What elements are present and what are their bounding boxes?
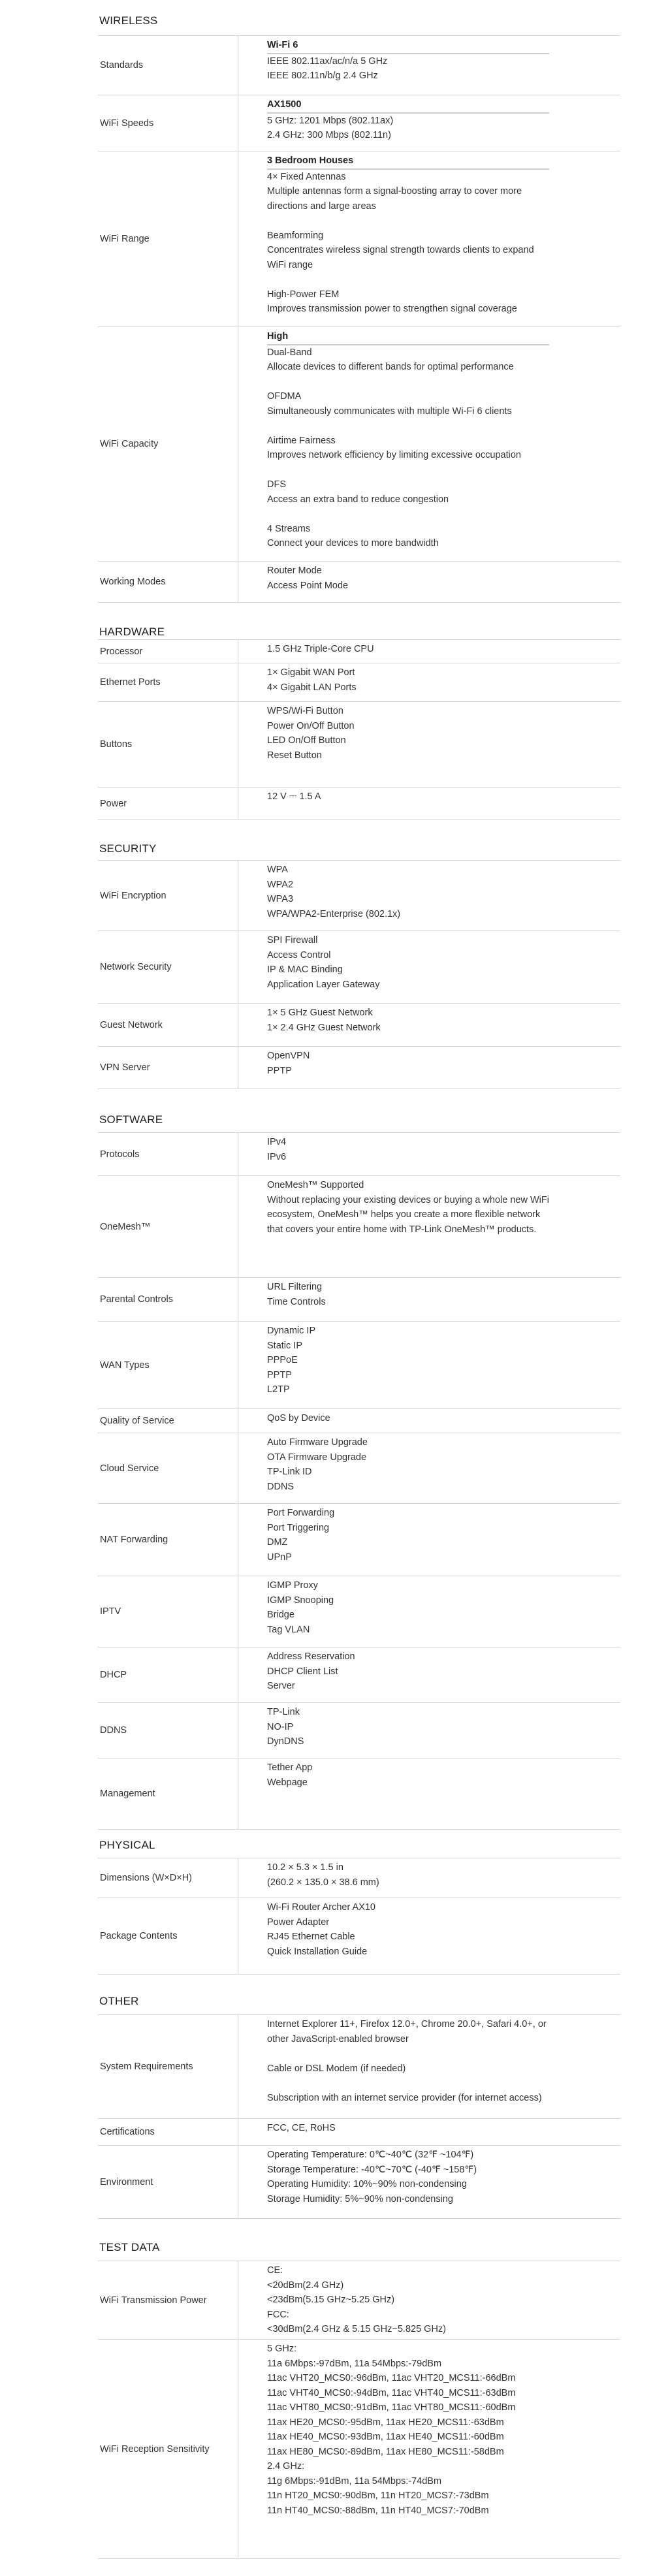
spec-value-line: Port Triggering bbox=[267, 1522, 330, 1533]
spec-value-line: <30dBm(2.4 GHz & 5.15 GHz~5.825 GHz) bbox=[267, 2324, 447, 2334]
section-title: SECURITY bbox=[99, 842, 157, 855]
spec-value-line: Dynamic IP bbox=[267, 1326, 316, 1336]
spec-value-line: Static IP bbox=[267, 1340, 302, 1351]
spec-row bbox=[98, 2119, 620, 2146]
spec-value-line: Wi-Fi Router Archer AX10 bbox=[267, 1902, 375, 1913]
spec-value-line: 1× Gigabit WAN Port bbox=[267, 667, 355, 678]
spec-table bbox=[98, 860, 620, 1089]
spec-row bbox=[98, 1133, 620, 1176]
spec-value-line: Improves transmission power to strengthen signal coverage bbox=[267, 304, 517, 314]
spec-value-line: Application Layer Gateway bbox=[267, 979, 380, 990]
spec-value bbox=[238, 151, 620, 326]
spec-value-line: Improves network efficiency by limiting excessive occupation bbox=[267, 450, 521, 460]
spec-value-line: 11n HT40_MCS0:-88dBm, 11n HT40_MCS7:-70dBm bbox=[267, 2505, 489, 2516]
spec-value-line bbox=[267, 2046, 620, 2061]
spec-value-line: Connect your devices to more bandwidth bbox=[267, 538, 439, 549]
spec-value bbox=[238, 1433, 620, 1503]
spec-row bbox=[98, 1004, 620, 1047]
spec-value-line: 5 GHz: bbox=[267, 2344, 297, 2354]
spec-value-line: Airtime Fairness bbox=[267, 435, 336, 446]
spec-row bbox=[98, 1858, 620, 1898]
spec-value-line: IEEE 802.11ax/ac/n/a 5 GHz bbox=[267, 56, 388, 67]
spec-label: WiFi Encryption bbox=[98, 861, 238, 930]
spec-value bbox=[238, 787, 620, 819]
spec-value bbox=[238, 2146, 620, 2218]
spec-value-line bbox=[267, 2076, 620, 2091]
section-title: HARDWARE bbox=[99, 626, 165, 638]
spec-value-line: Cable or DSL Modem (if needed) bbox=[267, 2063, 406, 2074]
spec-value bbox=[238, 1703, 620, 1758]
spec-table bbox=[98, 35, 620, 603]
spec-value-line bbox=[267, 214, 620, 229]
spec-value-line: WPS/Wi-Fi Button bbox=[267, 706, 343, 716]
spec-value-line: Operating Temperature: 0℃~40℃ (32℉ ~104℉) bbox=[267, 2150, 474, 2160]
spec-label: Network Security bbox=[98, 931, 238, 1003]
spec-row bbox=[98, 861, 620, 931]
spec-label: DHCP bbox=[98, 1647, 238, 1702]
spec-value-line: Without replacing your existing devices or buying a whole new WiFi bbox=[267, 1194, 549, 1205]
spec-value-line: URL Filtering bbox=[267, 1282, 323, 1292]
spec-value-line: WPA bbox=[267, 865, 288, 875]
spec-value-line: OFDMA bbox=[267, 391, 302, 402]
spec-value bbox=[238, 327, 620, 561]
spec-label: Protocols bbox=[98, 1133, 238, 1175]
spec-value bbox=[238, 36, 620, 95]
spec-value-line: Tag VLAN bbox=[267, 1624, 310, 1635]
spec-row bbox=[98, 327, 620, 562]
spec-row bbox=[98, 2015, 620, 2119]
spec-label: Processor bbox=[98, 640, 238, 663]
spec-value-line: PPTP bbox=[267, 1369, 292, 1380]
spec-value-line: WPA/WPA2-Enterprise (802.1x) bbox=[267, 908, 401, 919]
spec-value-line: Access Point Mode bbox=[267, 580, 349, 591]
spec-value-line: Concentrates wireless signal strength towards clients to expand bbox=[267, 245, 534, 255]
spec-value-line: <20dBm(2.4 GHz) bbox=[267, 2280, 344, 2291]
spec-value-line: IPv6 bbox=[267, 1151, 287, 1162]
spec-label: Working Modes bbox=[98, 562, 238, 602]
spec-value bbox=[238, 702, 620, 787]
spec-value-line: WPA2 bbox=[267, 879, 294, 890]
spec-value-line: DFS bbox=[267, 479, 286, 490]
spec-label: NAT Forwarding bbox=[98, 1504, 238, 1576]
spec-value-line: (260.2 × 135.0 × 38.6 mm) bbox=[267, 1877, 379, 1888]
spec-value-line: LED On/Off Button bbox=[267, 735, 346, 746]
spec-value-line: OTA Firmware Upgrade bbox=[267, 1452, 367, 1463]
spec-value-line: other JavaScript-enabled browser bbox=[267, 2033, 409, 2044]
spec-value-line: Power On/Off Button bbox=[267, 720, 355, 731]
spec-value-line: Multiple antennas form a signal-boosting array to cover more bbox=[267, 186, 522, 197]
spec-label: Quality of Service bbox=[98, 1409, 238, 1433]
spec-value bbox=[238, 1322, 620, 1408]
spec-value bbox=[238, 1047, 620, 1089]
spec-value-line: Subscription with an internet service provider (for internet access) bbox=[267, 2092, 542, 2103]
spec-value bbox=[238, 640, 620, 663]
spec-value bbox=[238, 2340, 620, 2558]
spec-value bbox=[238, 1576, 620, 1647]
spec-label: Parental Controls bbox=[98, 1278, 238, 1321]
spec-value-line: 11ax HE20_MCS0:-95dBm, 11ax HE20_MCS11:-63dBm bbox=[267, 2417, 504, 2428]
spec-value-line: FCC: bbox=[267, 2309, 289, 2320]
spec-value-line: FCC, CE, RoHS bbox=[267, 2123, 336, 2133]
spec-label: OneMesh™ bbox=[98, 1176, 238, 1277]
spec-value-line: 11a 6Mbps:-97dBm, 11a 54Mbps:-79dBm bbox=[267, 2358, 442, 2369]
spec-value-line: 10.2 × 5.3 × 1.5 in bbox=[267, 1862, 343, 1873]
spec-value-line: NO-IP bbox=[267, 1721, 294, 1732]
spec-row bbox=[98, 1504, 620, 1576]
spec-label: Standards bbox=[98, 36, 238, 95]
spec-value bbox=[238, 95, 620, 151]
spec-label: Guest Network bbox=[98, 1004, 238, 1046]
spec-value-line bbox=[267, 507, 620, 522]
spec-label: WiFi Reception Sensitivity bbox=[98, 2340, 238, 2558]
spec-row bbox=[98, 1576, 620, 1647]
section-title: SOFTWARE bbox=[99, 1113, 163, 1126]
section-title: TEST DATA bbox=[99, 2241, 160, 2253]
spec-value-line: directions and large areas bbox=[267, 200, 376, 212]
spec-value-line: 1× 2.4 GHz Guest Network bbox=[267, 1022, 381, 1033]
spec-value bbox=[238, 1858, 620, 1898]
spec-value-line: OneMesh™ Supported bbox=[267, 1180, 364, 1190]
spec-value-line: DHCP Client List bbox=[267, 1666, 338, 1677]
spec-value-line: 1.5 GHz Triple-Core CPU bbox=[267, 644, 374, 654]
spec-label: WiFi Capacity bbox=[98, 327, 238, 561]
spec-value-line bbox=[267, 375, 620, 390]
spec-value-line: Dual-Band bbox=[267, 347, 312, 358]
spec-row bbox=[98, 2340, 620, 2559]
spec-label: Management bbox=[98, 1758, 238, 1829]
spec-value-line: Address Reservation bbox=[267, 1651, 355, 1662]
spec-label: Power bbox=[98, 787, 238, 819]
spec-row bbox=[98, 2261, 620, 2340]
spec-row bbox=[98, 1409, 620, 1433]
spec-value-line bbox=[267, 419, 620, 434]
spec-value-line: Reset Button bbox=[267, 750, 322, 761]
spec-label: Package Contents bbox=[98, 1898, 238, 1974]
spec-row bbox=[98, 1758, 620, 1830]
spec-label: Cloud Service bbox=[98, 1433, 238, 1503]
spec-table bbox=[98, 639, 620, 820]
spec-value-line: Router Mode bbox=[267, 565, 322, 576]
spec-table bbox=[98, 2014, 620, 2219]
spec-value-line: ecosystem, OneMesh™ helps you create a more flexible network bbox=[267, 1209, 541, 1220]
spec-row bbox=[98, 1647, 620, 1703]
spec-value-line: Beamforming bbox=[267, 230, 324, 241]
spec-value bbox=[238, 1004, 620, 1046]
spec-value-line: SPI Firewall bbox=[267, 935, 318, 946]
spec-value-line: TP-Link bbox=[267, 1707, 300, 1717]
spec-value-line: Access an extra band to reduce congestion bbox=[267, 494, 449, 505]
spec-row bbox=[98, 702, 620, 787]
spec-label: IPTV bbox=[98, 1576, 238, 1647]
spec-row bbox=[98, 1047, 620, 1089]
spec-value-line: OpenVPN bbox=[267, 1051, 310, 1061]
spec-label: VPN Server bbox=[98, 1047, 238, 1089]
spec-value-line: 4× Fixed Antennas bbox=[267, 171, 346, 182]
spec-value bbox=[238, 1278, 620, 1321]
spec-value-line bbox=[267, 272, 620, 287]
spec-row bbox=[98, 2146, 620, 2219]
spec-value-line: Access Control bbox=[267, 949, 331, 961]
spec-row bbox=[98, 36, 620, 95]
spec-label: Buttons bbox=[98, 702, 238, 787]
spec-row bbox=[98, 663, 620, 702]
spec-label: WiFi Range bbox=[98, 151, 238, 326]
spec-label: DDNS bbox=[98, 1703, 238, 1758]
spec-label: Ethernet Ports bbox=[98, 663, 238, 701]
spec-value bbox=[238, 931, 620, 1003]
spec-value-line: Wi-Fi 6 bbox=[267, 38, 620, 54]
spec-value-line: High bbox=[267, 329, 620, 345]
spec-value-line: Storage Temperature: -40℃~70℃ (-40℉ ~158℉) bbox=[267, 2164, 477, 2175]
spec-value-line: Storage Humidity: 5%~90% non-condensing bbox=[267, 2193, 453, 2204]
spec-value bbox=[238, 861, 620, 930]
spec-value bbox=[238, 1133, 620, 1175]
spec-value bbox=[238, 1409, 620, 1433]
spec-value bbox=[238, 1176, 620, 1277]
spec-value-line: AX1500 bbox=[267, 97, 620, 114]
spec-row bbox=[98, 95, 620, 151]
spec-value-line: Bridge bbox=[267, 1610, 295, 1620]
spec-label: WAN Types bbox=[98, 1322, 238, 1408]
spec-value-line: 11ax HE80_MCS0:-89dBm, 11ax HE80_MCS11:-58dBm bbox=[267, 2446, 504, 2457]
spec-value-line: WiFi range bbox=[267, 259, 313, 270]
spec-row bbox=[98, 640, 620, 663]
spec-value bbox=[238, 1647, 620, 1702]
spec-value-line: 4× Gigabit LAN Ports bbox=[267, 682, 357, 693]
spec-value-line: Server bbox=[267, 1681, 295, 1691]
spec-value-line: IP & MAC Binding bbox=[267, 964, 343, 975]
spec-value-line: Port Forwarding bbox=[267, 1508, 335, 1518]
spec-value-line bbox=[267, 1790, 620, 1805]
spec-value-line: 11g 6Mbps:-91dBm, 11a 54Mbps:-74dBm bbox=[267, 2475, 442, 2487]
spec-value-line: 5 GHz: 1201 Mbps (802.11ax) bbox=[267, 115, 394, 126]
spec-row bbox=[98, 1703, 620, 1758]
spec-row bbox=[98, 151, 620, 327]
spec-row bbox=[98, 787, 620, 820]
spec-value bbox=[238, 1758, 620, 1829]
spec-table bbox=[98, 1858, 620, 1975]
spec-value-line: Webpage bbox=[267, 1777, 308, 1788]
spec-row bbox=[98, 931, 620, 1004]
spec-value bbox=[238, 2015, 620, 2118]
spec-label: Dimensions (W×D×H) bbox=[98, 1858, 238, 1898]
spec-value-line: UPnP bbox=[267, 1551, 292, 1563]
spec-value-line: 3 Bedroom Houses bbox=[267, 153, 620, 170]
spec-value-line: 11ax HE40_MCS0:-93dBm, 11ax HE40_MCS11:-60dBm bbox=[267, 2432, 504, 2442]
section-title: WIRELESS bbox=[99, 14, 158, 27]
spec-value-line: 11ac VHT80_MCS0:-91dBm, 11ac VHT80_MCS11:-60dBm bbox=[267, 2402, 516, 2413]
spec-row bbox=[98, 1898, 620, 1975]
spec-value-line: Power Adapter bbox=[267, 1916, 330, 1928]
spec-value-line: WPA3 bbox=[267, 894, 294, 904]
spec-value-line: 1× 5 GHz Guest Network bbox=[267, 1008, 373, 1018]
spec-value-line: 2.4 GHz: 300 Mbps (802.11n) bbox=[267, 130, 391, 140]
spec-label: System Requirements bbox=[98, 2015, 238, 2118]
spec-value-line: 2.4 GHz: bbox=[267, 2461, 305, 2472]
spec-row bbox=[98, 1176, 620, 1278]
spec-row bbox=[98, 562, 620, 603]
spec-value-line: QoS by Device bbox=[267, 1413, 330, 1423]
spec-value-line: DDNS bbox=[267, 1481, 295, 1492]
spec-value bbox=[238, 2261, 620, 2339]
spec-value-line: 4 Streams bbox=[267, 523, 311, 534]
spec-value-line: PPPoE bbox=[267, 1355, 298, 1365]
spec-value-line: High-Power FEM bbox=[267, 289, 340, 300]
spec-value-line: Quick Installation Guide bbox=[267, 1946, 368, 1957]
spec-table bbox=[98, 1132, 620, 1830]
section-title: OTHER bbox=[99, 1995, 139, 2007]
spec-value-line: Internet Explorer 11+, Firefox 12.0+, Chrome 20.0+, Safari 4.0+, or bbox=[267, 2019, 547, 2029]
spec-value-line: IPv4 bbox=[267, 1137, 287, 1147]
spec-value-line: 12 V ⎓ 1.5 A bbox=[267, 791, 321, 802]
spec-value-line: 11ac VHT20_MCS0:-96dBm, 11ac VHT20_MCS11:-66dBm bbox=[267, 2373, 516, 2383]
spec-value bbox=[238, 562, 620, 602]
spec-value-line: IEEE 802.11n/b/g 2.4 GHz bbox=[267, 71, 378, 81]
spec-value-line: RJ45 Ethernet Cable bbox=[267, 1932, 355, 1942]
spec-value bbox=[238, 1504, 620, 1576]
spec-value-line: 11ac VHT40_MCS0:-94dBm, 11ac VHT40_MCS11:-63dBm bbox=[267, 2387, 516, 2398]
spec-label: Environment bbox=[98, 2146, 238, 2218]
spec-value-line bbox=[267, 1237, 620, 1252]
spec-value-line: Tether App bbox=[267, 1762, 313, 1773]
spec-value-line: IGMP Proxy bbox=[267, 1580, 318, 1591]
spec-value-line: DynDNS bbox=[267, 1736, 304, 1747]
spec-row bbox=[98, 1433, 620, 1504]
spec-table bbox=[98, 2261, 620, 2559]
spec-value-line bbox=[267, 463, 620, 478]
spec-value-line: Allocate devices to different bands for optimal performance bbox=[267, 362, 514, 372]
spec-row bbox=[98, 1322, 620, 1409]
spec-row bbox=[98, 1278, 620, 1322]
spec-value-line: <23dBm(5.15 GHz~5.25 GHz) bbox=[267, 2295, 395, 2305]
spec-value-line: Operating Humidity: 10%~90% non-condensing bbox=[267, 2179, 467, 2189]
spec-value-line: PPTP bbox=[267, 1065, 292, 1076]
spec-value-line: TP-Link ID bbox=[267, 1467, 312, 1477]
spec-value-line: L2TP bbox=[267, 1384, 290, 1395]
spec-value-line: IGMP Snooping bbox=[267, 1595, 334, 1606]
spec-label: WiFi Speeds bbox=[98, 95, 238, 151]
spec-value bbox=[238, 663, 620, 701]
spec-label: WiFi Transmission Power bbox=[98, 2261, 238, 2339]
spec-value-line: that covers your entire home with TP-Link OneMesh™ products. bbox=[267, 1224, 537, 1235]
spec-value-line: DMZ bbox=[267, 1537, 288, 1548]
spec-value-line: CE: bbox=[267, 2265, 283, 2276]
spec-value-line bbox=[267, 1959, 620, 1974]
spec-value bbox=[238, 2119, 620, 2145]
spec-value-line: 11n HT20_MCS0:-90dBm, 11n HT20_MCS7:-73dBm bbox=[267, 2490, 489, 2501]
spec-label: Certifications bbox=[98, 2119, 238, 2145]
section-title: PHYSICAL bbox=[99, 1839, 155, 1851]
spec-value-line: Simultaneously communicates with multiple Wi-Fi 6 clients bbox=[267, 405, 512, 417]
spec-value-line: Auto Firmware Upgrade bbox=[267, 1437, 368, 1448]
spec-value bbox=[238, 1898, 620, 1974]
spec-value-line: Time Controls bbox=[267, 1296, 326, 1307]
